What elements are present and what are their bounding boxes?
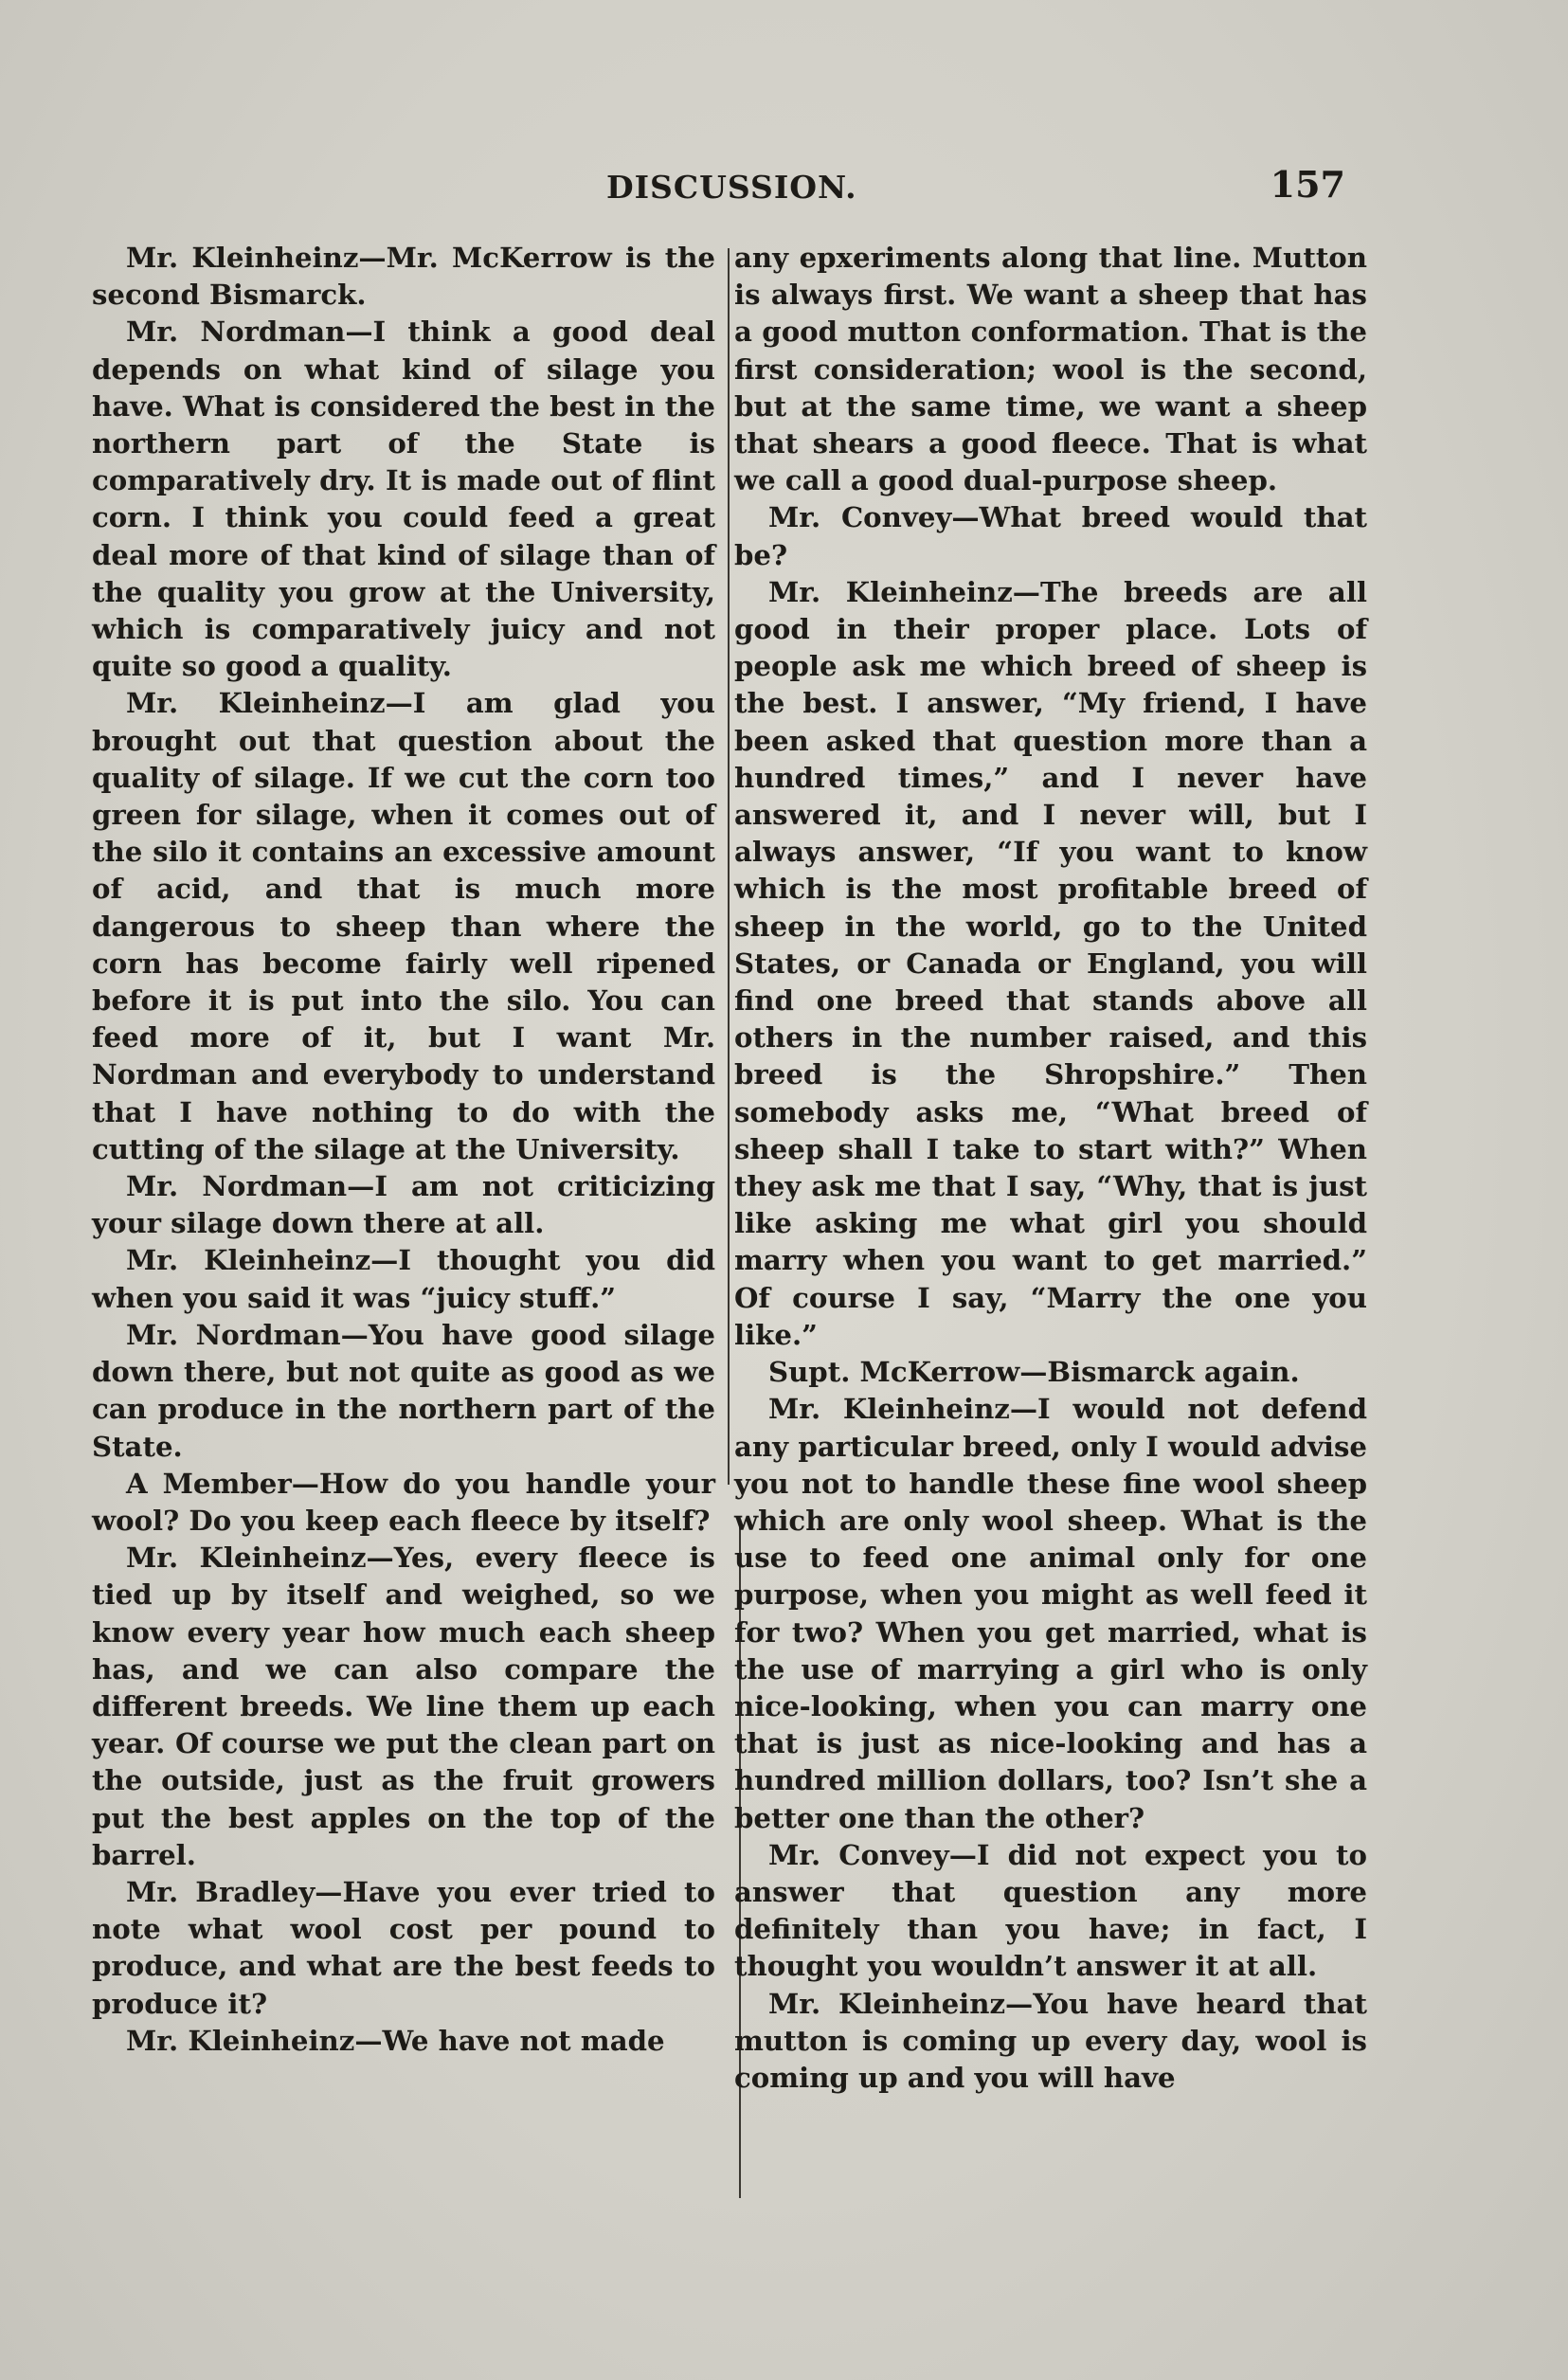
paragraph: A Member—How do you handle your wool? Do you keep each fleece by itself? (92, 1467, 715, 1537)
paragraph: Mr. Nordman—I think a good deal depends on what kind of silage you have. What is considered the best in the northern part of the State is comparatively dry. It is made out of flint corn. I think you could feed a great deal more of that kind of silage than of the quality you grow at the University, which is comparatively juicy and not quite so good a quality. (92, 316, 715, 683)
paragraph: Mr. Kleinheinz—The breeds are all good in their proper place. Lots of people ask me which breed of sheep is the best. I answer, “My friend, I have been asked that question more than a hundred times,” and I never have answered it, and I never will, but I always answer, “If you want to know which is the most profitable breed of sheep in the world, go to the United States, or Canada or England, you will find one breed that stands above all others in the number raised, and this breed is the Shropshire.” Then somebody asks me, “What breed of sheep shall I take to start with?” When they ask me that I say, “Why, that is just like asking me what girl you should marry when you want to get married.” Of course I say, “Marry the one you like.” (734, 575, 1367, 1351)
paragraph: Mr. Kleinheinz—You have heard that mutton is coming up every day, wool is coming up and you will have (734, 1987, 1367, 2094)
paragraph: Mr. Nordman—You have good silage down there, but not quite as good as we can produce in the northern part of the State. (92, 1318, 715, 1463)
paragraph: Mr. Convey—I did not expect you to answer that question any more definitely than you have; in fact, I thought you wouldn’t answer it at all. (734, 1838, 1367, 1983)
paragraph: Mr. Kleinheinz—I am glad you brought out that question about the quality of silage. If we cut the corn too green for silage, when it comes out of the silo it contains an excessive amount of acid, and that is much more dangerous to sheep than where the corn has become fairly well ripened before it is put into the silo. You can feed more of it, but I want Mr. Nordman and everybody to understand that I have nothing to do with the cutting of the silage at the University. (92, 687, 715, 1165)
left-column (92, 240, 715, 2060)
page-number: 157 (1270, 163, 1345, 206)
paragraph: Mr. Nordman—I am not criticizing your silage down there at all. (92, 1170, 715, 1240)
paragraph: Mr. Kleinheinz—Mr. McKerrow is the second Bismarck. (92, 242, 715, 312)
paragraph: Mr. Convey—What breed would that be? (734, 501, 1367, 571)
column-divider (728, 248, 730, 1485)
running-head: DISCUSSION. (606, 169, 857, 206)
page-header (95, 159, 1345, 216)
right-column (734, 240, 1367, 2097)
paragraph: Mr. Kleinheinz—I thought you did when you said it was “juicy stuff.” (92, 1244, 715, 1314)
paragraph: Mr. Bradley—Have you ever tried to note what wool cost per pound to produce, and what are the best feeds to produce it? (92, 1875, 715, 2020)
paragraph: Mr. Kleinheinz—We have not made (126, 2024, 665, 2057)
paragraph: Mr. Kleinheinz—I would not defend any particular breed, only I would advise you not to handle these fine wool sheep which are only wool sheep. What is the use to feed one animal only for one purpose, when you might as well feed it for two? When you get married, what is the use of marrying a girl who is only nice-looking, when you can marry one that is just as nice-looking and has a hundred million dollars, too? Isn’t she a better one than the other? (734, 1393, 1367, 1834)
paragraph: Mr. Kleinheinz—Yes, every fleece is tied up by itself and weighed, so we know every year how much each sheep has, and we can also compare the different breeds. We line them up each year. Of course we put the clean part on the outside, just as the fruit growers put the best apples on the top of the barrel. (92, 1542, 715, 1871)
paragraph: Supt. McKerrow—Bismarck again. (768, 1356, 1300, 1389)
paragraph: any epxeriments along that line. Mutton is always first. We want a sheep that has a good mutton conformation. That is the first consideration; wool is the second, but at the same time, we want a sheep that shears a good fleece. That is what we call a good dual-purpose sheep. (734, 242, 1367, 497)
